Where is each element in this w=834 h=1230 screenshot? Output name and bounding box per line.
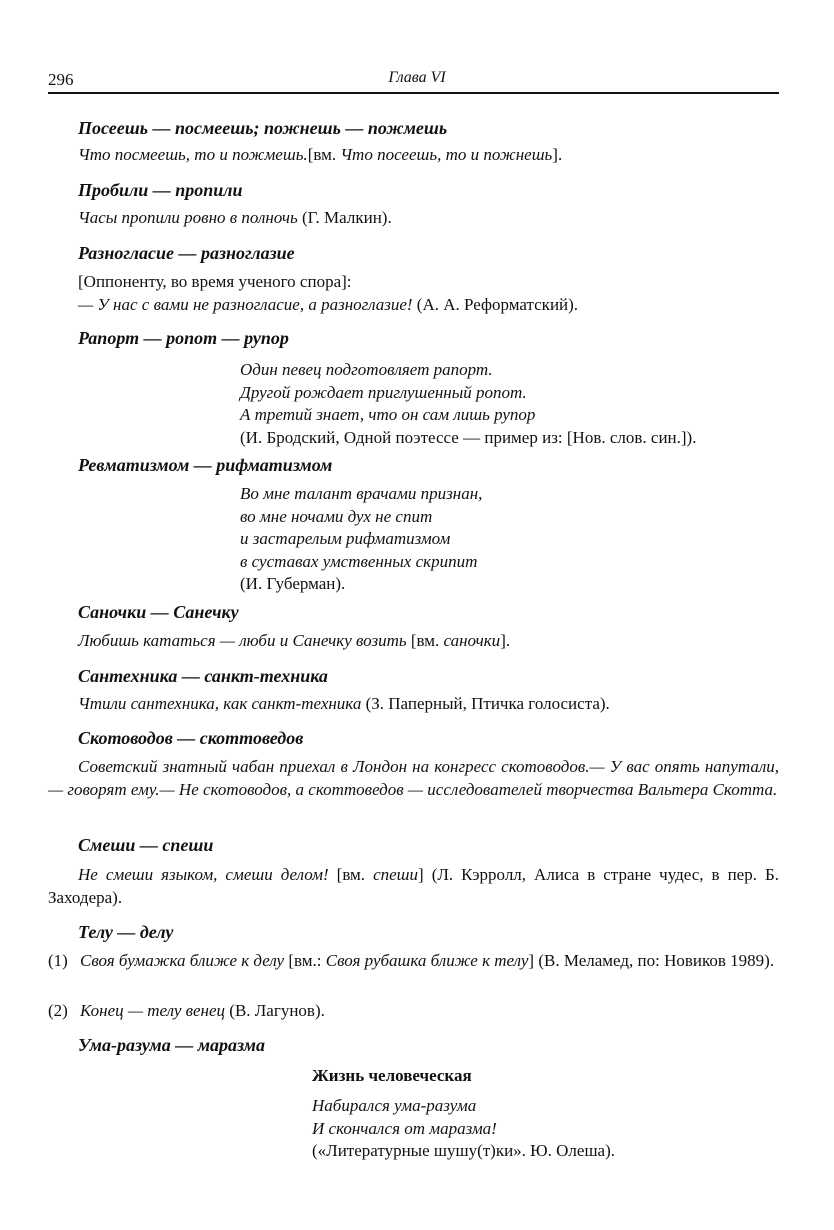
italic-text: Любишь кататься — люби и Санечку возить — [78, 631, 407, 650]
italic-text: Не смеши языком, смеши делом! — [78, 865, 329, 884]
italic-text: И скончался от маразма! — [312, 1118, 497, 1138]
italic-text: Своя рубашка ближе к телу — [325, 951, 529, 970]
example-line — [78, 207, 392, 229]
roman-text: [вм.: — [284, 951, 326, 970]
italic-text: Часы пропили ровно в полночь — [78, 208, 298, 227]
poem-line — [240, 506, 432, 528]
italic-text: А третий знает, что он сам лишь рупор — [240, 405, 536, 424]
italic-text: Во мне талант врачами признан, — [240, 484, 483, 503]
entry-heading: Рапорт — ропот — рупор — [78, 328, 289, 348]
example-line — [78, 144, 562, 166]
poem-line — [240, 528, 450, 550]
roman-text: (И. Бродский, Одной поэтессе — пример из: [Нов. слов. син.]). — [240, 427, 697, 447]
numbered-item — [48, 999, 779, 1022]
roman-text: [Оппоненту, во время ученого спора]: — [78, 272, 352, 291]
italic-text: Конец — телу венец — [80, 1001, 226, 1020]
roman-text: (В. Лагунов). — [225, 1001, 325, 1020]
poem-line — [312, 1140, 615, 1162]
entry-heading: Ревматизмом — рифматизмом — [78, 455, 333, 475]
roman-text: (И. Губерман). — [240, 574, 346, 593]
example-line — [78, 294, 578, 316]
italic-text: Один певец подготовляет рапорт. — [240, 360, 493, 379]
roman-text: [вм. — [307, 145, 341, 164]
running-title: Глава VI — [388, 69, 446, 86]
italic-text: Советский знатный чабан приехал в Лондон на конгресс скотоводов.— У вас опять напутали,— говорят ему.— Не скотоводов, а скоттоведов — исследователей творчества Вальтера Скотта. — [48, 757, 779, 799]
entry-heading: Смеши — спеши — [78, 835, 214, 855]
roman-text: [вм. — [406, 631, 444, 650]
italic-text: Другой рождает приглушенный ропот. — [240, 382, 527, 402]
example-line — [78, 693, 610, 715]
roman-text: ] (В. Меламед, по: Новиков 1989). — [528, 951, 775, 970]
italic-text: в суставах умственных скрипит — [240, 551, 478, 571]
entry-heading: Саночки — Санечку — [78, 602, 239, 622]
header-rule — [48, 92, 779, 94]
italic-text: во мне ночами дух не спит — [240, 506, 433, 526]
italic-text: спеши — [373, 865, 419, 884]
roman-text: (Г. Малкин). — [297, 208, 392, 227]
italic-text: Набирался ума-разума — [312, 1096, 477, 1115]
italic-text: Своя бумажка ближе к делу — [80, 951, 285, 970]
paragraph — [48, 755, 779, 801]
italic-text: Чтили сантехника, как санкт-техника — [78, 694, 362, 713]
poem-line — [240, 404, 535, 426]
poem-line — [240, 551, 477, 573]
poem-title: Жизнь человеческая — [312, 1066, 472, 1085]
roman-text: ] (Л. Кэрролл, Алиса в стране чудес, в пер. Б. Заходера). — [48, 865, 780, 907]
entry-heading: Скотоводов — скоттоведов — [78, 728, 304, 748]
paragraph — [48, 863, 779, 909]
entry-heading: Разногласие — разноглазие — [78, 243, 295, 263]
entry-heading: Посеешь — посмеешь; пожнешь — пожмешь — [78, 118, 448, 138]
numbered-item — [48, 949, 779, 972]
item-number: (2) — [48, 1001, 68, 1020]
poem-line — [240, 359, 493, 381]
poem-line — [240, 483, 482, 505]
roman-text: (А. А. Реформатский). — [412, 294, 579, 314]
poem-line — [240, 573, 345, 595]
roman-text: [вм. — [328, 865, 374, 884]
roman-text: («Литературные шушу(т)ки». Ю. Олеша). — [312, 1141, 616, 1160]
italic-text: — У нас с вами не разногласие, а разноглазие! — [78, 294, 413, 314]
roman-text: ]. — [500, 631, 511, 650]
entry-heading: Сантехника — санкт-техника — [78, 666, 328, 686]
roman-text: (З. Паперный, Птичка голосиста). — [361, 694, 610, 713]
page-number: 296 — [48, 70, 74, 89]
entry-heading: Телу — делу — [78, 922, 174, 942]
example-line — [78, 271, 352, 293]
poem-line — [240, 382, 527, 404]
poem-line — [312, 1095, 476, 1117]
item-number: (1) — [48, 951, 68, 970]
italic-text: саночки — [443, 631, 501, 650]
entry-heading: Ума-разума — маразма — [78, 1035, 265, 1055]
italic-text: Что посеешь, то и пожнешь — [340, 145, 553, 164]
italic-text: и застарелым рифматизмом — [240, 529, 451, 548]
roman-text: ]. — [552, 145, 563, 164]
italic-text: Что посмеешь, то и пожмешь. — [78, 145, 308, 164]
entry-heading: Пробили — пропили — [78, 180, 243, 200]
poem-line — [240, 427, 696, 449]
poem-line — [312, 1118, 497, 1140]
example-line — [78, 630, 510, 652]
